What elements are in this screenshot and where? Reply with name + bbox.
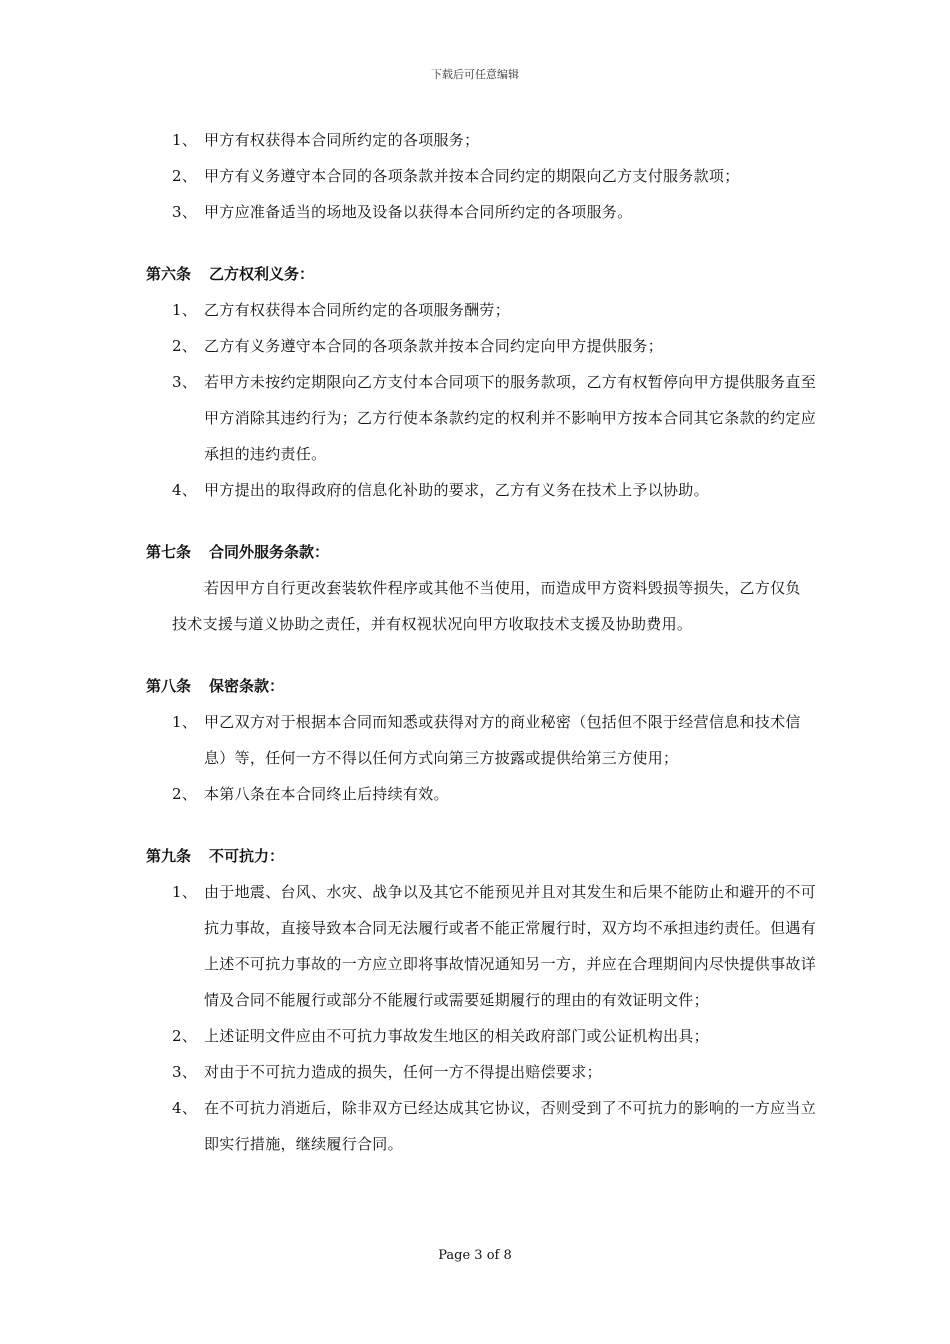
item-number: 4、 <box>172 1099 198 1117</box>
section-title-6 <box>0 256 950 292</box>
list-item <box>0 158 816 194</box>
section-title-7 <box>0 534 950 570</box>
item-text: 若甲方未按约定期限向乙方支付本合同项下的服务款项，乙方有权暂停向甲方提供服务直至甲方消除其违约行为；乙方行使本条款约定的权利并不影响甲方按本合同其它条款的约定应承担的违约责任。 <box>204 373 817 463</box>
item-text: 本第八条在本合同终止后持续有效。 <box>204 785 449 803</box>
section-number: 第八条 <box>146 677 192 695</box>
section-title-8 <box>0 668 950 704</box>
list-item <box>0 1090 816 1162</box>
section-6-list <box>0 292 950 508</box>
item-number: 3、 <box>172 203 198 221</box>
intro-list <box>0 122 950 230</box>
item-number: 4、 <box>172 481 198 499</box>
section-number: 第六条 <box>146 265 192 283</box>
item-number: 1、 <box>172 131 198 149</box>
list-item <box>0 194 816 230</box>
section-8-list <box>0 704 950 812</box>
document-body <box>0 122 950 1162</box>
item-text: 甲方提出的取得政府的信息化补助的要求，乙方有义务在技术上予以协助。 <box>204 481 709 499</box>
page-header: 下载后可任意编辑 <box>431 68 519 81</box>
section-title-9 <box>0 838 950 874</box>
list-item <box>0 776 816 812</box>
section-name: 乙方权利义务： <box>209 265 315 283</box>
list-item <box>0 328 816 364</box>
item-number: 3、 <box>172 1063 198 1081</box>
item-text: 对由于不可抗力造成的损失，任何一方不得提出赔偿要求； <box>204 1063 602 1081</box>
list-item <box>0 704 816 776</box>
item-text: 乙方有权获得本合同所约定的各项服务酬劳； <box>204 301 511 319</box>
item-text: 甲乙双方对于根据本合同而知悉或获得对方的商业秘密（包括但不限于经营信息和技术信息）等，任何一方不得以任何方式向第三方披露或提供给第三方使用； <box>204 713 801 767</box>
list-item <box>0 122 816 158</box>
item-text: 上述证明文件应由不可抗力事故发生地区的相关政府部门或公证机构出具； <box>204 1027 709 1045</box>
section-name: 不可抗力： <box>209 847 285 865</box>
item-number: 1、 <box>172 713 198 731</box>
item-text: 甲方有权获得本合同所约定的各项服务； <box>204 131 480 149</box>
list-item <box>0 292 816 328</box>
section-7-paragraph: 若因甲方自行更改套装软件程序或其他不当使用，而造成甲方资料毁损等损失，乙方仅负技术支援与道义协助之责任，并有权视状况向甲方收取技术支援及协助费用。 <box>172 579 801 633</box>
list-item <box>0 472 816 508</box>
item-number: 2、 <box>172 785 198 803</box>
section-name: 合同外服务条款： <box>209 543 330 561</box>
item-number: 1、 <box>172 883 198 901</box>
item-text: 甲方有义务遵守本合同的各项条款并按本合同约定的期限向乙方支付服务款项； <box>204 167 740 185</box>
item-number: 2、 <box>172 337 198 355</box>
list-item <box>0 1054 816 1090</box>
list-item <box>0 1018 816 1054</box>
page-footer: Page 3 of 8 <box>438 1248 512 1263</box>
item-number: 2、 <box>172 1027 198 1045</box>
section-number: 第七条 <box>146 543 192 561</box>
item-number: 2、 <box>172 167 198 185</box>
section-9-list <box>0 874 950 1162</box>
item-text: 由于地震、台风、水灾、战争以及其它不能预见并且对其发生和后果不能防止和避开的不可抗力事故，直接导致本合同无法履行或者不能正常履行时，双方均不承担违约责任。但遇有上述不可抗力事故的一方应立即将事故情况通知另一方，并应在合理期间内尽快提供事故详情及合同不能履行或部分不能履行或需要延期履行的理由的有效证明文件； <box>204 883 817 1009</box>
list-item <box>0 364 816 472</box>
section-name: 保密条款： <box>209 677 285 695</box>
item-number: 1、 <box>172 301 198 319</box>
list-item <box>0 874 816 1018</box>
item-text: 乙方有义务遵守本合同的各项条款并按本合同约定向甲方提供服务； <box>204 337 664 355</box>
item-number: 3、 <box>172 373 198 391</box>
item-text: 甲方应准备适当的场地及设备以获得本合同所约定的各项服务。 <box>204 203 633 221</box>
item-text: 在不可抗力消逝后，除非双方已经达成其它协议，否则受到了不可抗力的影响的一方应当立即实行措施，继续履行合同。 <box>204 1099 817 1153</box>
section-number: 第九条 <box>146 847 192 865</box>
